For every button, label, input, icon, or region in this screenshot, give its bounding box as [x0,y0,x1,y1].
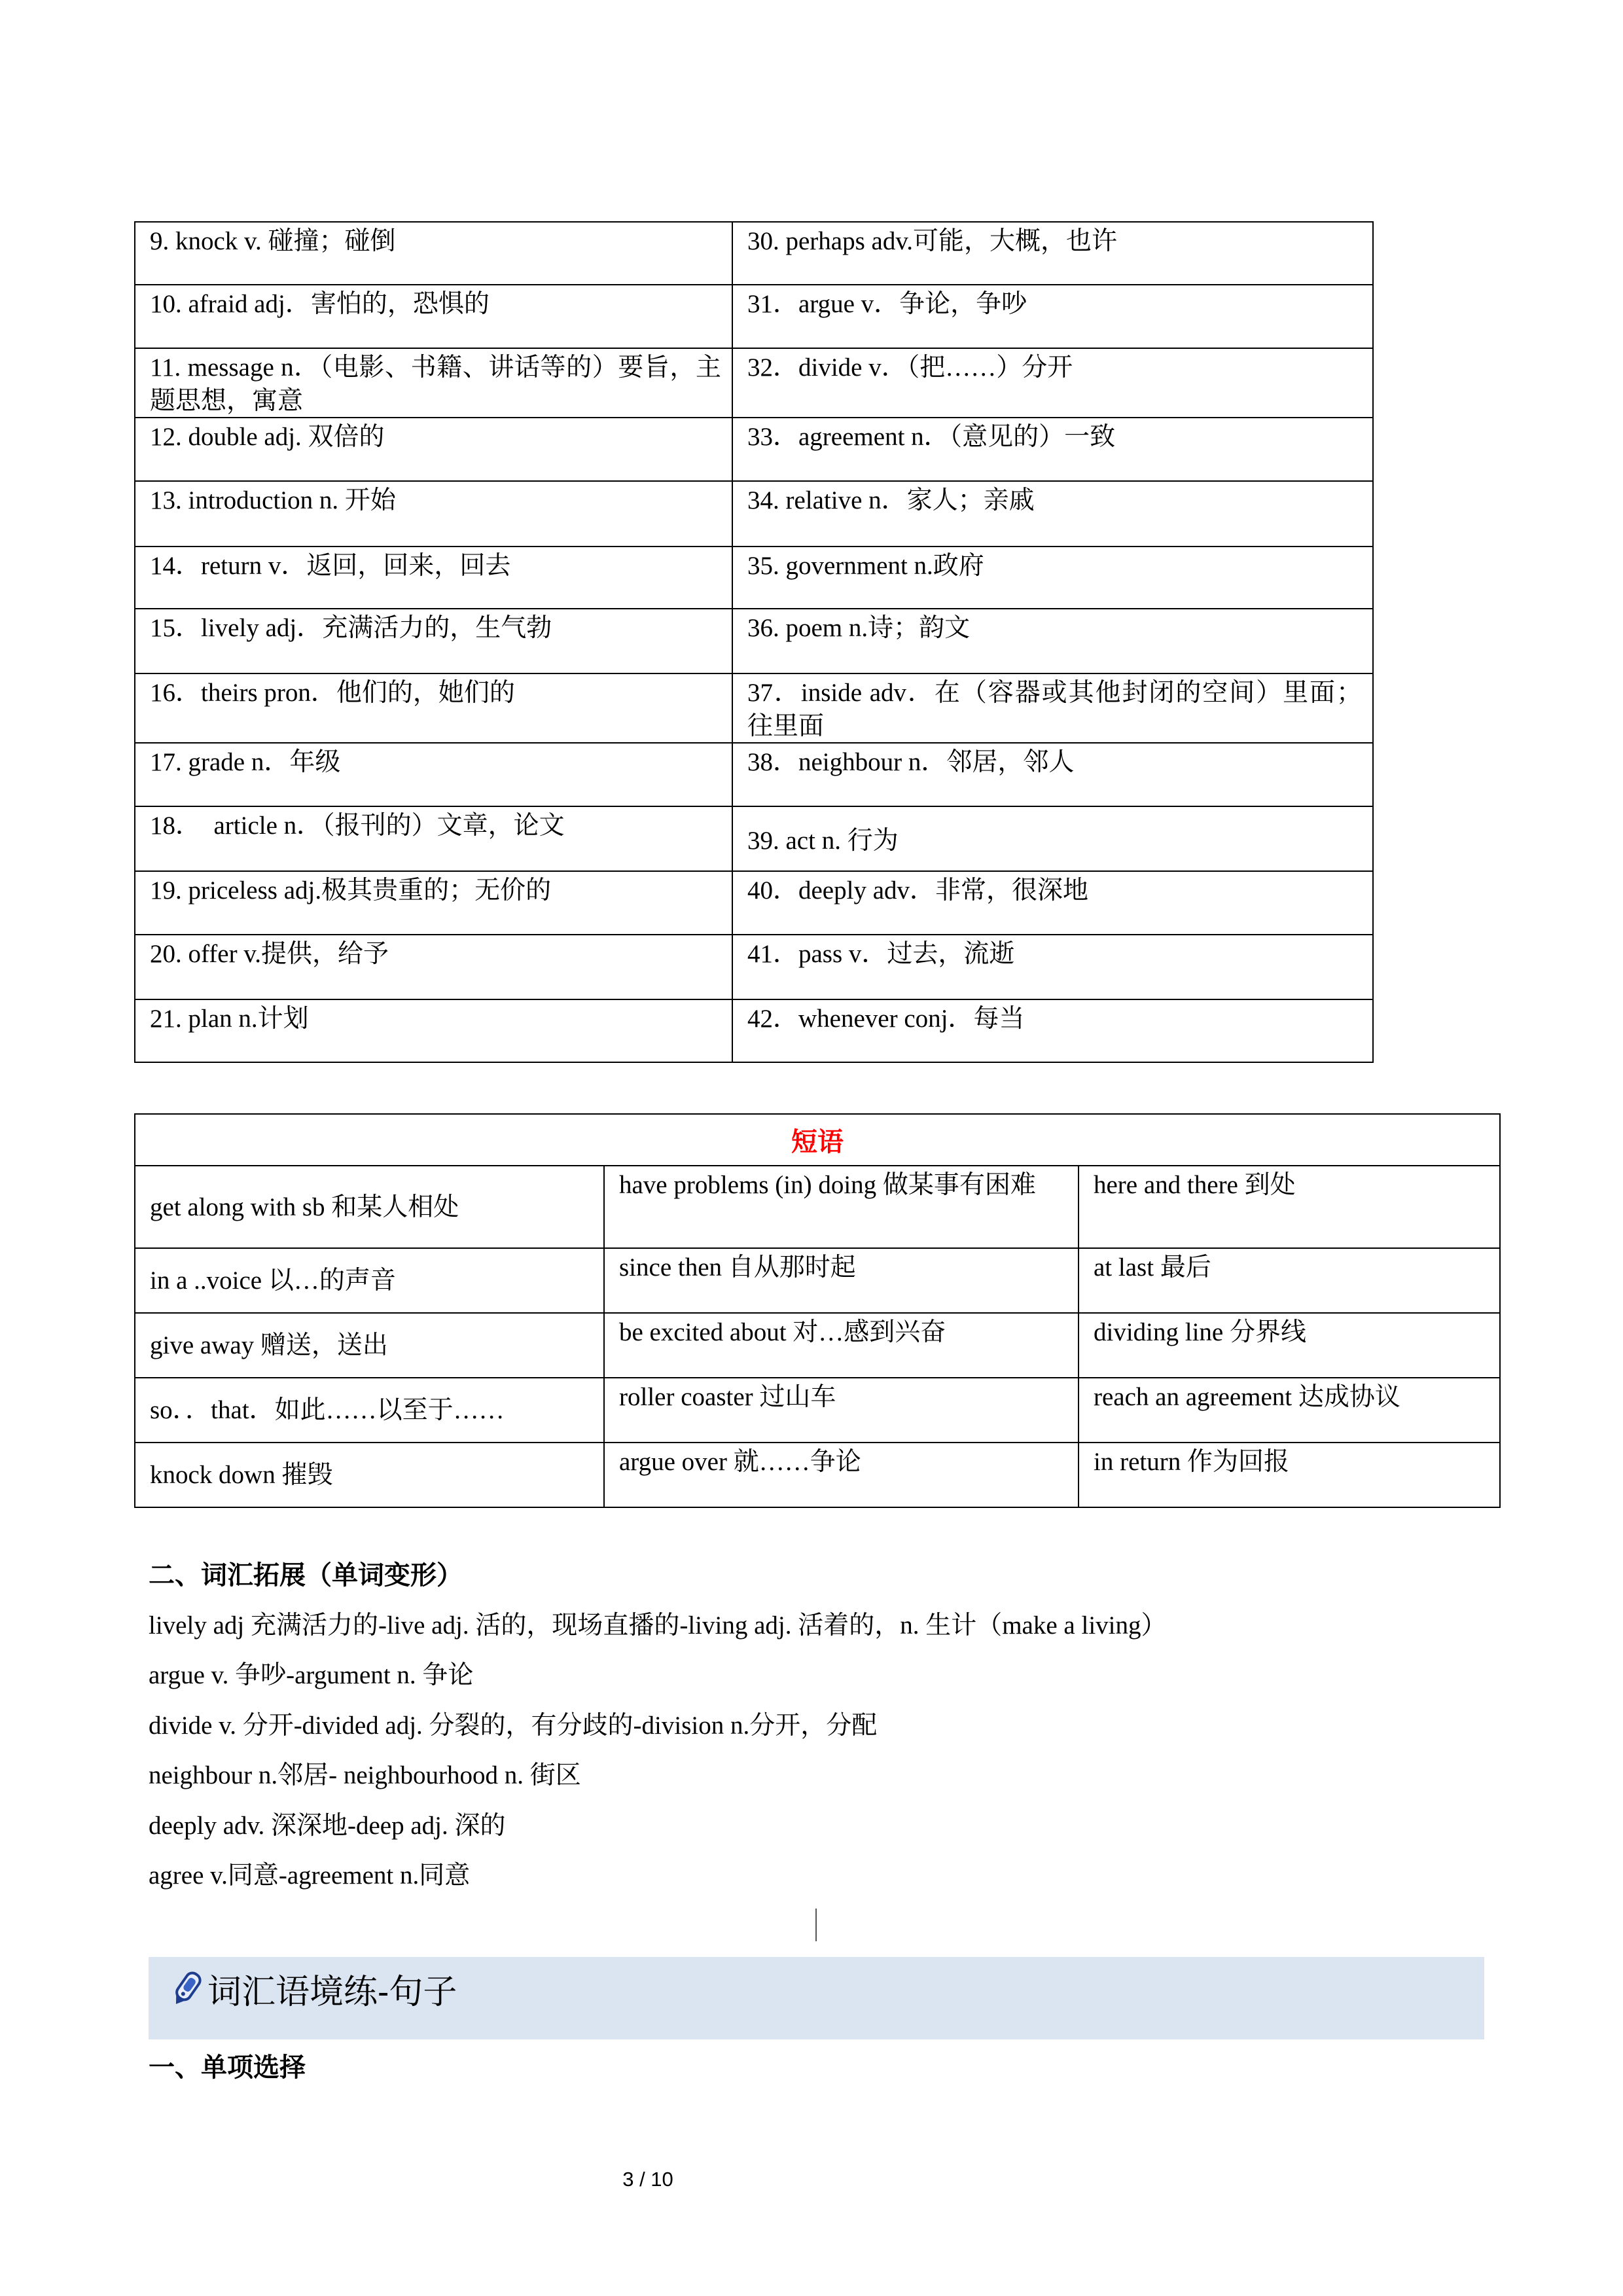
word-form-line: neighbour n.邻居- neighbourhood n. 街区 [149,1761,581,1789]
vocab-entry: 35. government n.政府 [733,547,1374,609]
phrase-entry: at last 最后 [1079,1249,1501,1314]
vocab-entry: 38．neighbour n．邻居，邻人 [733,744,1374,807]
vocab-entry: 40．deeply adv．非常，很深地 [733,872,1374,935]
vocab-entry: 13. introduction n. 开始 [135,482,733,547]
phrase-entry: in a ..voice 以…的声音 [135,1249,605,1314]
vocab-entry: 34. relative n．家人；亲戚 [733,482,1374,547]
vocab-entry: 19. priceless adj.极其贵重的；无价的 [135,872,733,935]
phrase-entry: give away 赠送，送出 [135,1314,605,1378]
vocab-entry: 15．lively adj．充满活力的，生气勃 [135,609,733,674]
vocab-entry: 37．inside adv．在（容器或其他封闭的空间）里面；往里面 [733,674,1374,744]
phrase-entry: reach an agreement 达成协议 [1079,1378,1501,1443]
practice-banner [149,1957,1484,2039]
word-form-line: deeply adv. 深深地-deep adj. 深的 [149,1811,506,1840]
separator-line [815,1909,817,1941]
vocab-entry: 36. poem n.诗；韵文 [733,609,1374,674]
pen-icon [168,1969,205,2009]
phrase-table-header: 短语 [135,1115,1501,1166]
phrase-entry: knock down 摧毁 [135,1443,605,1508]
phrase-table [134,1113,1501,1508]
phrase-entry: dividing line 分界线 [1079,1314,1501,1378]
vocab-entry: 11. message n．（电影、书籍、讲话等的）要旨，主题思想，寓意 [135,349,733,418]
vocab-table [134,221,1374,1063]
vocab-entry: 16．theirs pron．他们的，她们的 [135,674,733,744]
vocab-entry: 9. knock v. 碰撞；碰倒 [135,223,733,285]
vocab-entry: 42．whenever conj．每当 [733,1000,1374,1063]
single-choice-heading: 一、单项选择 [149,2053,306,2082]
page-number: 3 / 10 [622,2168,673,2191]
phrase-entry: roller coaster 过山车 [605,1378,1079,1443]
vocab-entry: 17. grade n．年级 [135,744,733,807]
vocab-entry: 33．agreement n．（意见的）一致 [733,418,1374,482]
banner-title: 词汇语境练-句子 [207,1973,457,2011]
vocab-entry: 41．pass v．过去，流逝 [733,935,1374,1000]
vocab-entry: 30. perhaps adv.可能，大概，也许 [733,223,1374,285]
word-form-line: divide v. 分开-divided adj. 分裂的，有分歧的-division n.分开，分配 [149,1711,878,1740]
phrase-entry: argue over 就……争论 [605,1443,1079,1508]
word-form-line: lively adj 充满活力的-live adj. 活的，现场直播的-living adj. 活着的，n. 生计（make a living） [149,1611,1167,1640]
vocab-entry: 20. offer v.提供，给予 [135,935,733,1000]
phrase-entry: in return 作为回报 [1079,1443,1501,1508]
word-forms-section [149,1551,1523,1901]
vocab-entry: 21. plan n.计划 [135,1000,733,1063]
phrase-entry: get along with sb 和某人相处 [135,1166,605,1249]
phrase-entry: so．．that．如此……以至于…… [135,1378,605,1443]
word-form-line: argue v. 争吵-argument n. 争论 [149,1661,474,1689]
word-form-line: agree v.同意-agreement n.同意 [149,1861,471,1890]
vocab-entry: 39. act n. 行为 [733,807,1374,872]
phrase-entry: be excited about 对…感到兴奋 [605,1314,1079,1378]
phrase-entry: have problems (in) doing 做某事有困难 [605,1166,1079,1249]
vocab-entry: 14．return v．返回，回来，回去 [135,547,733,609]
phrase-entry: since then 自从那时起 [605,1249,1079,1314]
vocab-entry: 18． article n．（报刊的）文章，论文 [135,807,733,872]
vocab-entry: 31．argue v．争论，争吵 [733,285,1374,349]
vocab-entry: 10. afraid adj．害怕的，恐惧的 [135,285,733,349]
vocab-entry: 12. double adj. 双倍的 [135,418,733,482]
section-heading: 二、词汇拓展（单词变形） [149,1560,463,1590]
vocab-entry: 32．divide v．（把……）分开 [733,349,1374,418]
phrase-entry: here and there 到处 [1079,1166,1501,1249]
